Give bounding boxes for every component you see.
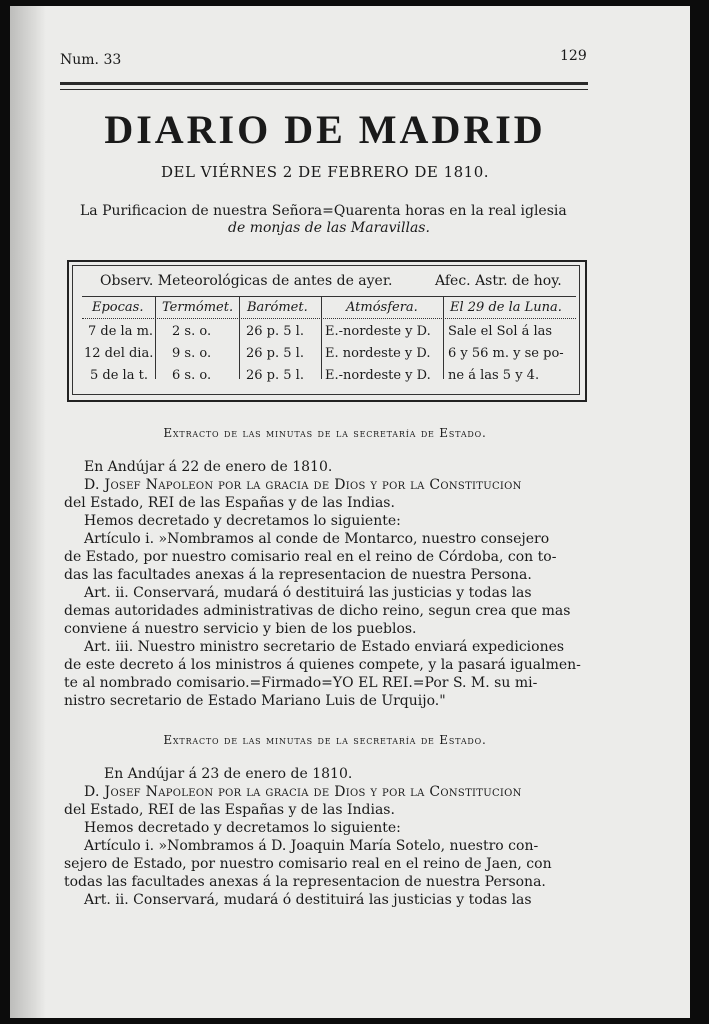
paragraph-line: das las facultades anexas á la representacion de nuestra Persona. [64,567,532,583]
col-barometro: Barómet. [247,300,308,315]
paragraph-line: Artículo i. »Nombramos á D. Joaquin María Sotelo, nuestro con- [84,838,539,854]
paragraph-line: Art. ii. Conservará, mudará ó destituirá las justicias y todas las [84,585,532,601]
table-cell: 6 s. o. [172,368,212,383]
col-luna: El 29 de la Luna. [450,300,562,315]
column-divider [443,297,444,379]
paragraph-line: En Andújar á 23 de enero de 1810. [104,766,353,782]
table-cell: 9 s. o. [172,346,212,361]
newspaper-page [10,6,690,1018]
table-cell: E.-nordeste y D. [325,324,431,339]
paragraph-line: Hemos decretado y decretamos lo siguiente: [84,513,401,529]
column-divider [321,297,322,379]
paragraph-line: del Estado, REI de las Españas y de las Indias. [64,495,395,511]
section-title: Extracto de las minutas de la secretaría de Estado. [163,733,487,747]
page-number: 129 [560,48,587,64]
table-cell: 26 p. 5 l. [246,346,304,361]
paragraph-line: nistro secretario de Estado Mariano Luis de Urquijo." [64,693,446,709]
column-divider [239,297,240,379]
table-cell: Sale el Sol á las [448,324,553,339]
table-cell: 6 y 56 m. y se po- [448,346,564,361]
paragraph-line: del Estado, REI de las Españas y de las Indias. [64,802,395,818]
table-cell: E. nordeste y D. [325,346,431,361]
masthead-dateline: DEL VIÉRNES 2 DE FEBRERO DE 1810. [160,163,490,181]
paragraph-line: D. Josef Napoleon por la gracia de Dios y por la Constitucion [84,784,522,800]
paragraph-line: Artículo i. »Nombramos al conde de Montarco, nuestro consejero [84,531,550,547]
header-rule-thick [60,82,588,85]
paragraph-line: de Estado, por nuestro comisario real en el reino de Córdoba, con to- [64,549,557,565]
paragraph-line: Art. iii. Nuestro ministro secretario de Estado enviará expediciones [84,639,565,655]
table-cell: 26 p. 5 l. [246,368,304,383]
table-cell: 7 de la m. [88,324,154,339]
weather-heading-left: Observ. Meteorológicas de antes de ayer. [100,273,393,289]
column-divider [155,297,156,379]
weather-heading-rule [82,296,576,297]
paragraph-line: En Andújar á 22 de enero de 1810. [84,459,333,475]
col-atmosfera: Atmósfera. [346,300,418,315]
table-cell: 12 del dia. [84,346,154,361]
paragraph-line: demas autoridades administrativas de dicho reino, segun crea que mas [64,603,571,619]
header-rule-thin [60,89,588,90]
table-cell: 5 de la t. [90,368,148,383]
table-cell: E.-nordeste y D. [325,368,431,383]
saint-line-2: de monjas de las Maravillas. [228,220,430,236]
weather-heading-right: Afec. Astr. de hoy. [435,273,562,289]
table-cell: 2 s. o. [172,324,212,339]
page-gutter-shadow [10,6,46,1018]
paragraph-line: te al nombrado comisario.=Firmado=YO EL REI.=Por S. M. su mi- [64,675,538,691]
saint-line-1: La Purificacion de nuestra Señora=Quarenta horas en la real iglesia [80,203,567,219]
table-cell: 26 p. 5 l. [246,324,304,339]
paragraph-line: conviene á nuestro servicio y bien de los pueblos. [64,621,417,637]
col-termometro: Termómet. [162,300,234,315]
column-heading-rule [82,318,576,319]
table-cell: ne á las 5 y 4. [448,368,540,383]
issue-number: Num. 33 [60,52,122,68]
paragraph-line: D. Josef Napoleon por la gracia de Dios y por la Constitucion [84,477,522,493]
col-epocas: Epocas. [92,300,144,315]
section-title: Extracto de las minutas de la secretaría de Estado. [163,426,487,440]
paragraph-line: todas las facultades anexas á la representacion de nuestra Persona. [64,874,546,890]
paragraph-line: Hemos decretado y decretamos lo siguiente: [84,820,401,836]
paragraph-line: de este decreto á los ministros á quienes compete, y la pasará igualmen- [64,657,581,673]
paragraph-line: sejero de Estado, por nuestro comisario real en el reino de Jaen, con [64,856,552,872]
paragraph-line: Art. ii. Conservará, mudará ó destituirá las justicias y todas las [84,892,532,908]
masthead-title: DIARIO DE MADRID [104,107,546,152]
